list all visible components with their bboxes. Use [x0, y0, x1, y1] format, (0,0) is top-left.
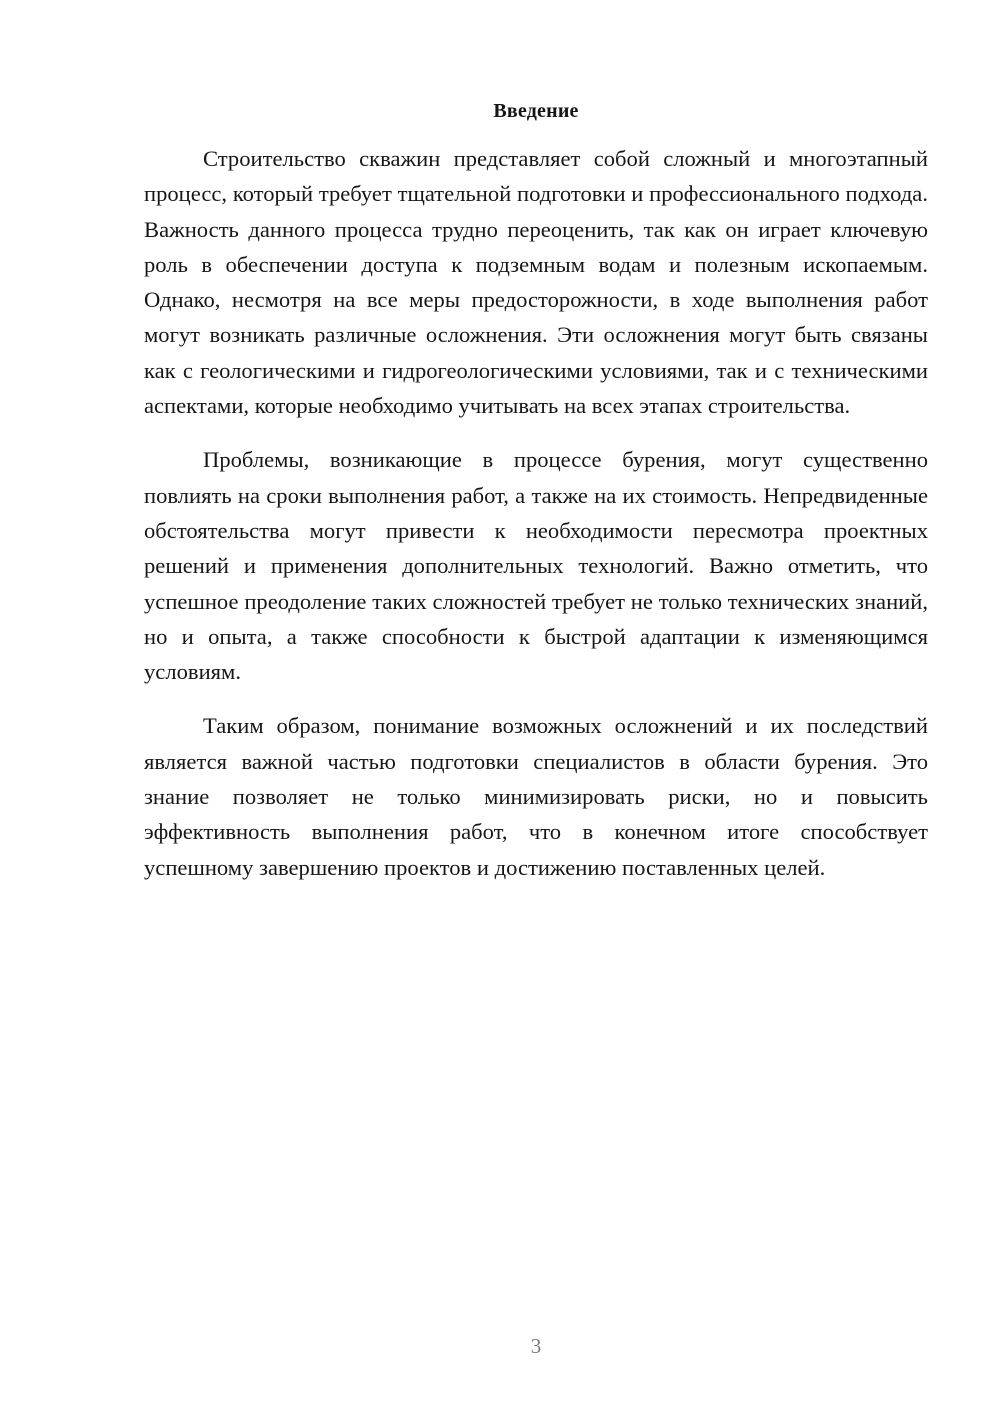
paragraph-1: Строительство скважин представляет собой сложный и многоэтапный процесс, который требует тщательной подготовки и профессионального подхода. Важность данного процесса трудно переоценить, так как он играет ключевую роль в обеспечении доступа к подземным водам и полезным ископаемым. Однако, несмотря на все меры предосторожности, в ходе выполнения работ могут возникать различные осложнения. Эти осложнения могут быть связаны как с геологическими и гидрогеологическими условиями, так и с техническими аспектами, которые необходимо учитывать на всех этапах строительства.: [144, 146, 928, 419]
body-text: [144, 141, 928, 904]
paragraph-2: Проблемы, возникающие в процессе бурения, могут существенно повлиять на сроки выполнения работ, а также на их стоимость. Непредвиденные обстоятельства могут привести к необходимости пересмотра проектных решений и применения дополнительных технологий. Важно отметить, что успешное преодоление таких сложностей требует не только технических знаний, но и опыта, а также способности к быстрой адаптации к изменяющимся условиям.: [144, 447, 928, 685]
paragraph-3: Таким образом, понимание возможных осложнений и их последствий является важной частью подготовки специалистов в области бурения. Это знание позволяет не только минимизировать риски, но и повысить эффективность выполнения работ, что в конечном итоге способствует успешному завершению проектов и достижению поставленных целей.: [144, 713, 928, 880]
page-number: 3: [530, 1334, 542, 1358]
section-title: Введение: [493, 100, 579, 122]
